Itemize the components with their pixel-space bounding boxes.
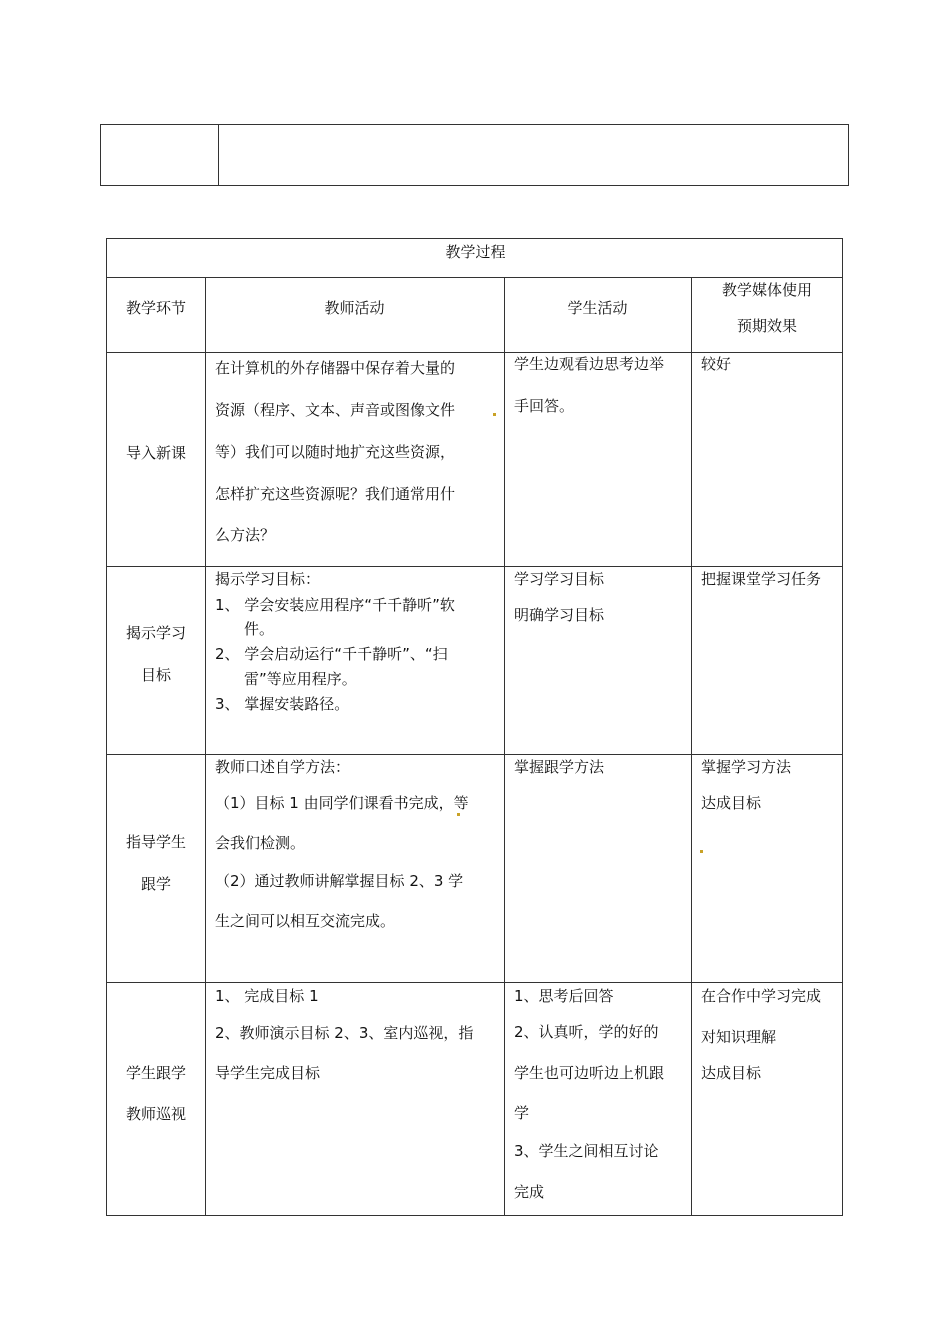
row1-teacher-line: 等）我们可以随时地扩充这些资源， xyxy=(215,443,456,461)
teaching-process-table xyxy=(106,238,843,1216)
row1-media-line: 较好 xyxy=(701,355,732,373)
row2-student-line: 明确学习目标 xyxy=(514,606,605,624)
row4-media-line: 在合作中学习完成 xyxy=(701,987,822,1005)
row-divider xyxy=(107,566,842,567)
header-teacher: 教师活动 xyxy=(324,299,385,317)
row2-stage-line: 揭示学习 xyxy=(125,624,186,642)
blank-table-divider xyxy=(218,125,219,185)
row1-student-line: 学生边观看边思考边举 xyxy=(514,355,665,373)
row4-stage-line: 学生跟学 xyxy=(125,1064,186,1082)
row3-student-line: 掌握跟学方法 xyxy=(514,758,605,776)
row2-teacher-line: 雷”等应用程序。 xyxy=(244,670,357,688)
row4-stage-line: 教师巡视 xyxy=(125,1105,186,1123)
row3-teacher-line: （2）通过教师讲解掌握目标 2、3 学 xyxy=(215,872,464,890)
row1-stage: 导入新课 xyxy=(125,444,186,462)
header-stage: 教学环节 xyxy=(125,299,186,317)
yellow-mark xyxy=(493,413,496,416)
row4-student-line: 2、认真听，学的好的 xyxy=(514,1023,659,1041)
row2-teacher-line: 3、 掌握安装路径。 xyxy=(215,695,350,713)
row3-teacher-line: 生之间可以相互交流完成。 xyxy=(215,912,396,930)
yellow-mark xyxy=(457,813,460,816)
row4-teacher-line: 2、教师演示目标 2、3、室内巡视，指 xyxy=(215,1024,474,1042)
row4-student-line: 3、学生之间相互讨论 xyxy=(514,1142,659,1160)
row4-teacher-line: 导学生完成目标 xyxy=(215,1064,321,1082)
row-divider xyxy=(107,277,842,278)
row3-stage-line: 跟学 xyxy=(140,875,171,893)
row4-teacher-line: 1、 完成目标 1 xyxy=(215,987,319,1005)
row2-teacher-line: 1、 学会安装应用程序“千千静听”软 xyxy=(215,596,455,614)
row2-media-line: 把握课堂学习任务 xyxy=(701,570,822,588)
column-divider xyxy=(691,277,692,1215)
row3-teacher-line: 教师口述自学方法： xyxy=(215,758,351,776)
blank-header-table xyxy=(100,124,849,186)
row1-student-line: 手回答。 xyxy=(514,397,575,415)
row1-teacher-line: 怎样扩充这些资源呢？我们通常用什 xyxy=(215,485,456,503)
row3-media-line: 达成目标 xyxy=(701,794,762,812)
row1-teacher-line: 么方法？ xyxy=(215,526,276,544)
row4-student-line: 学 xyxy=(514,1104,530,1122)
row3-media-line: 掌握学习方法 xyxy=(701,758,792,776)
row3-stage-line: 指导学生 xyxy=(125,833,186,851)
row2-student-line: 学习学习目标 xyxy=(514,570,605,588)
yellow-mark xyxy=(700,850,703,853)
row2-teacher-line: 2、 学会启动运行“千千静听”、“扫 xyxy=(215,645,448,663)
row4-student-line: 1、思考后回答 xyxy=(514,987,614,1005)
column-divider xyxy=(205,277,206,1215)
row4-student-line: 学生也可边听边上机跟 xyxy=(514,1064,665,1082)
column-divider xyxy=(504,277,505,1215)
header-student: 学生活动 xyxy=(567,299,628,317)
header-media-line1: 教学媒体使用 xyxy=(721,281,812,299)
row-divider xyxy=(107,352,842,353)
row2-stage-line: 目标 xyxy=(140,666,171,684)
row2-teacher-line: 件。 xyxy=(244,620,275,638)
row4-media-line: 对知识理解 xyxy=(701,1028,777,1046)
table-title: 教学过程 xyxy=(445,243,506,261)
row4-student-line: 完成 xyxy=(514,1183,545,1201)
row1-teacher-line: 在计算机的外存储器中保存着大量的 xyxy=(215,359,456,377)
row3-teacher-line: （1）目标 1 由同学们课看书完成，等 xyxy=(215,794,469,812)
row1-teacher-line: 资源（程序、文本、声音或图像文件 xyxy=(215,401,456,419)
row3-teacher-line: 会我们检测。 xyxy=(215,834,306,852)
row-divider xyxy=(107,754,842,755)
header-media-line2: 预期效果 xyxy=(736,317,797,335)
row-divider xyxy=(107,982,842,983)
row4-media-line: 达成目标 xyxy=(701,1064,762,1082)
row2-teacher-line: 揭示学习目标： xyxy=(215,570,321,588)
